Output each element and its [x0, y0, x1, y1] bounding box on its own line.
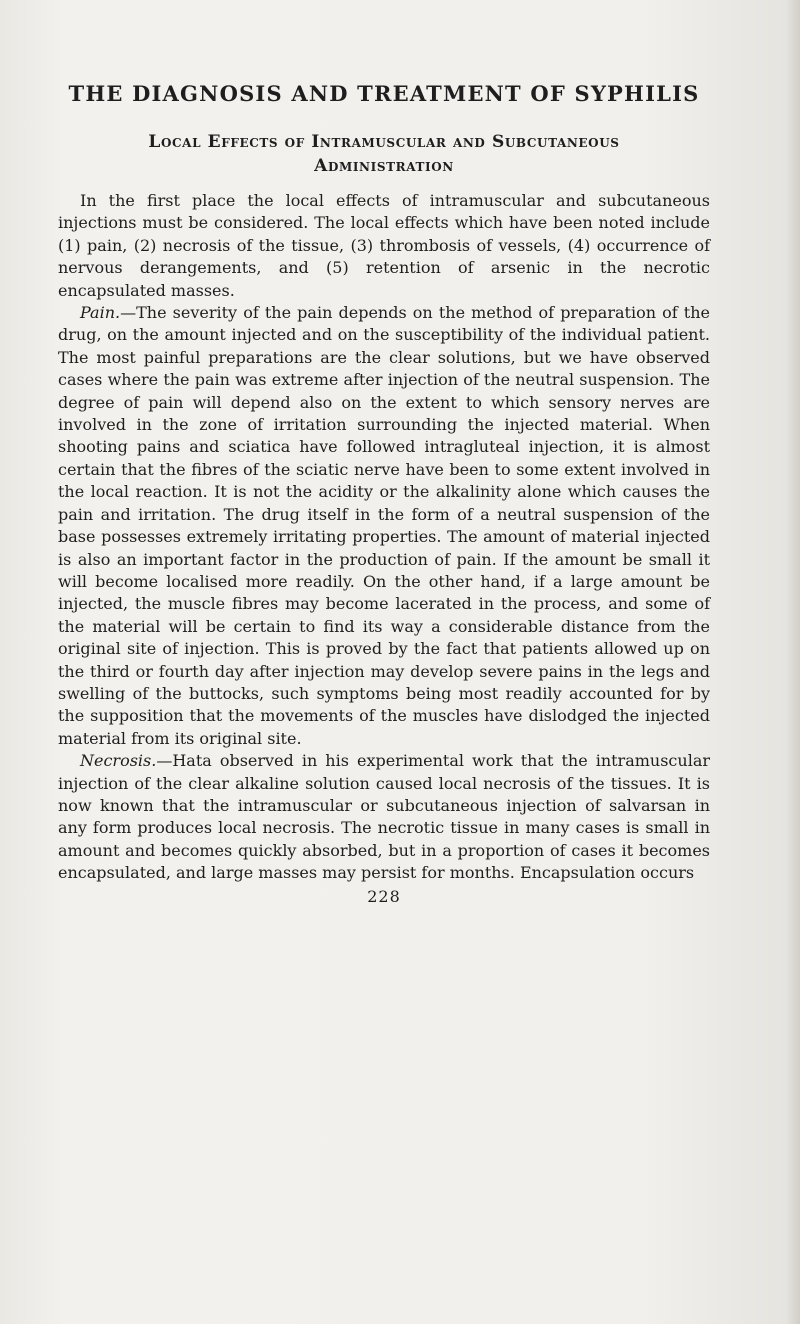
intro-paragraph: In the first place the local effects of intramuscular and subcutaneous injections must be considered. The local effects which have been noted include (1) pain, (2) necrosis of the tissue, (3) thrombosis of vessels, (4) occurrence of nervous derangements, and (5) retention of arsenic in the necrotic encapsulated masses.	[58, 191, 710, 300]
necrosis-heading: Necrosis.	[80, 751, 157, 771]
page-number: 228	[367, 886, 401, 906]
pain-text: —The severity of the pain depends on the method of preparation of the drug, on the amount injected and on the susceptibility of the individual patient. The most painful preparations are the clear solutions, but we have observed cases where the pain was extreme after injection of the neutral suspension. The degree of pain will depend also on the extent to which sensory nerves are involved in the zone of irritation surrounding the injected material. When shooting pains and sciatica have followed intragluteal injection, it is almost certain that the fibres of the sciatic nerve have been to some extent involved in the local reaction. It is not the acidity or the alkalinity alone which causes the pain and irritation. The drug itself in the form of a neutral suspension of the base possesses extremely irritating properties. The amount of material injected is also an important factor in the production of pain. If the amount be small it will become localised more readily. On the other hand, if a large amount be injected, the muscle fibres may become lacerated in the process, and some of the material will be certain to find its way a considerable distance from the original site of injection. This is proved by the fact that patients allowed up on the third or fourth day after injection may develop severe pains in the legs and swelling of the buttocks, such symptoms being most readily accounted for by the supposition that the movements of the muscles have dislodged the injected material from its original site.	[58, 303, 710, 748]
section-title-line-2: Administration	[314, 156, 454, 176]
section-title-line-1: Local Effects of Intramuscular and Subcutaneous	[148, 132, 620, 152]
pain-heading: Pain.	[80, 303, 121, 323]
necrosis-paragraph	[58, 750, 710, 884]
running-head: THE DIAGNOSIS AND TREATMENT OF SYPHILIS	[68, 81, 700, 106]
necrosis-text: —Hata observed in his experimental work that the intramuscular injection of the clear alkaline solution caused local necrosis of the tissues. It is now known that the intramuscular or subcutaneous injection of salvarsan in any form produces local necrosis. The necrotic tissue in many cases is small in amount and becomes quickly absorbed, but in a proportion of cases it becomes encapsulated, and large masses may persist for months. Encapsulation occurs	[58, 751, 710, 883]
pain-paragraph	[58, 302, 710, 750]
section-title	[58, 130, 710, 178]
page-edge-shadow	[786, 0, 800, 1324]
text-block	[58, 80, 710, 906]
